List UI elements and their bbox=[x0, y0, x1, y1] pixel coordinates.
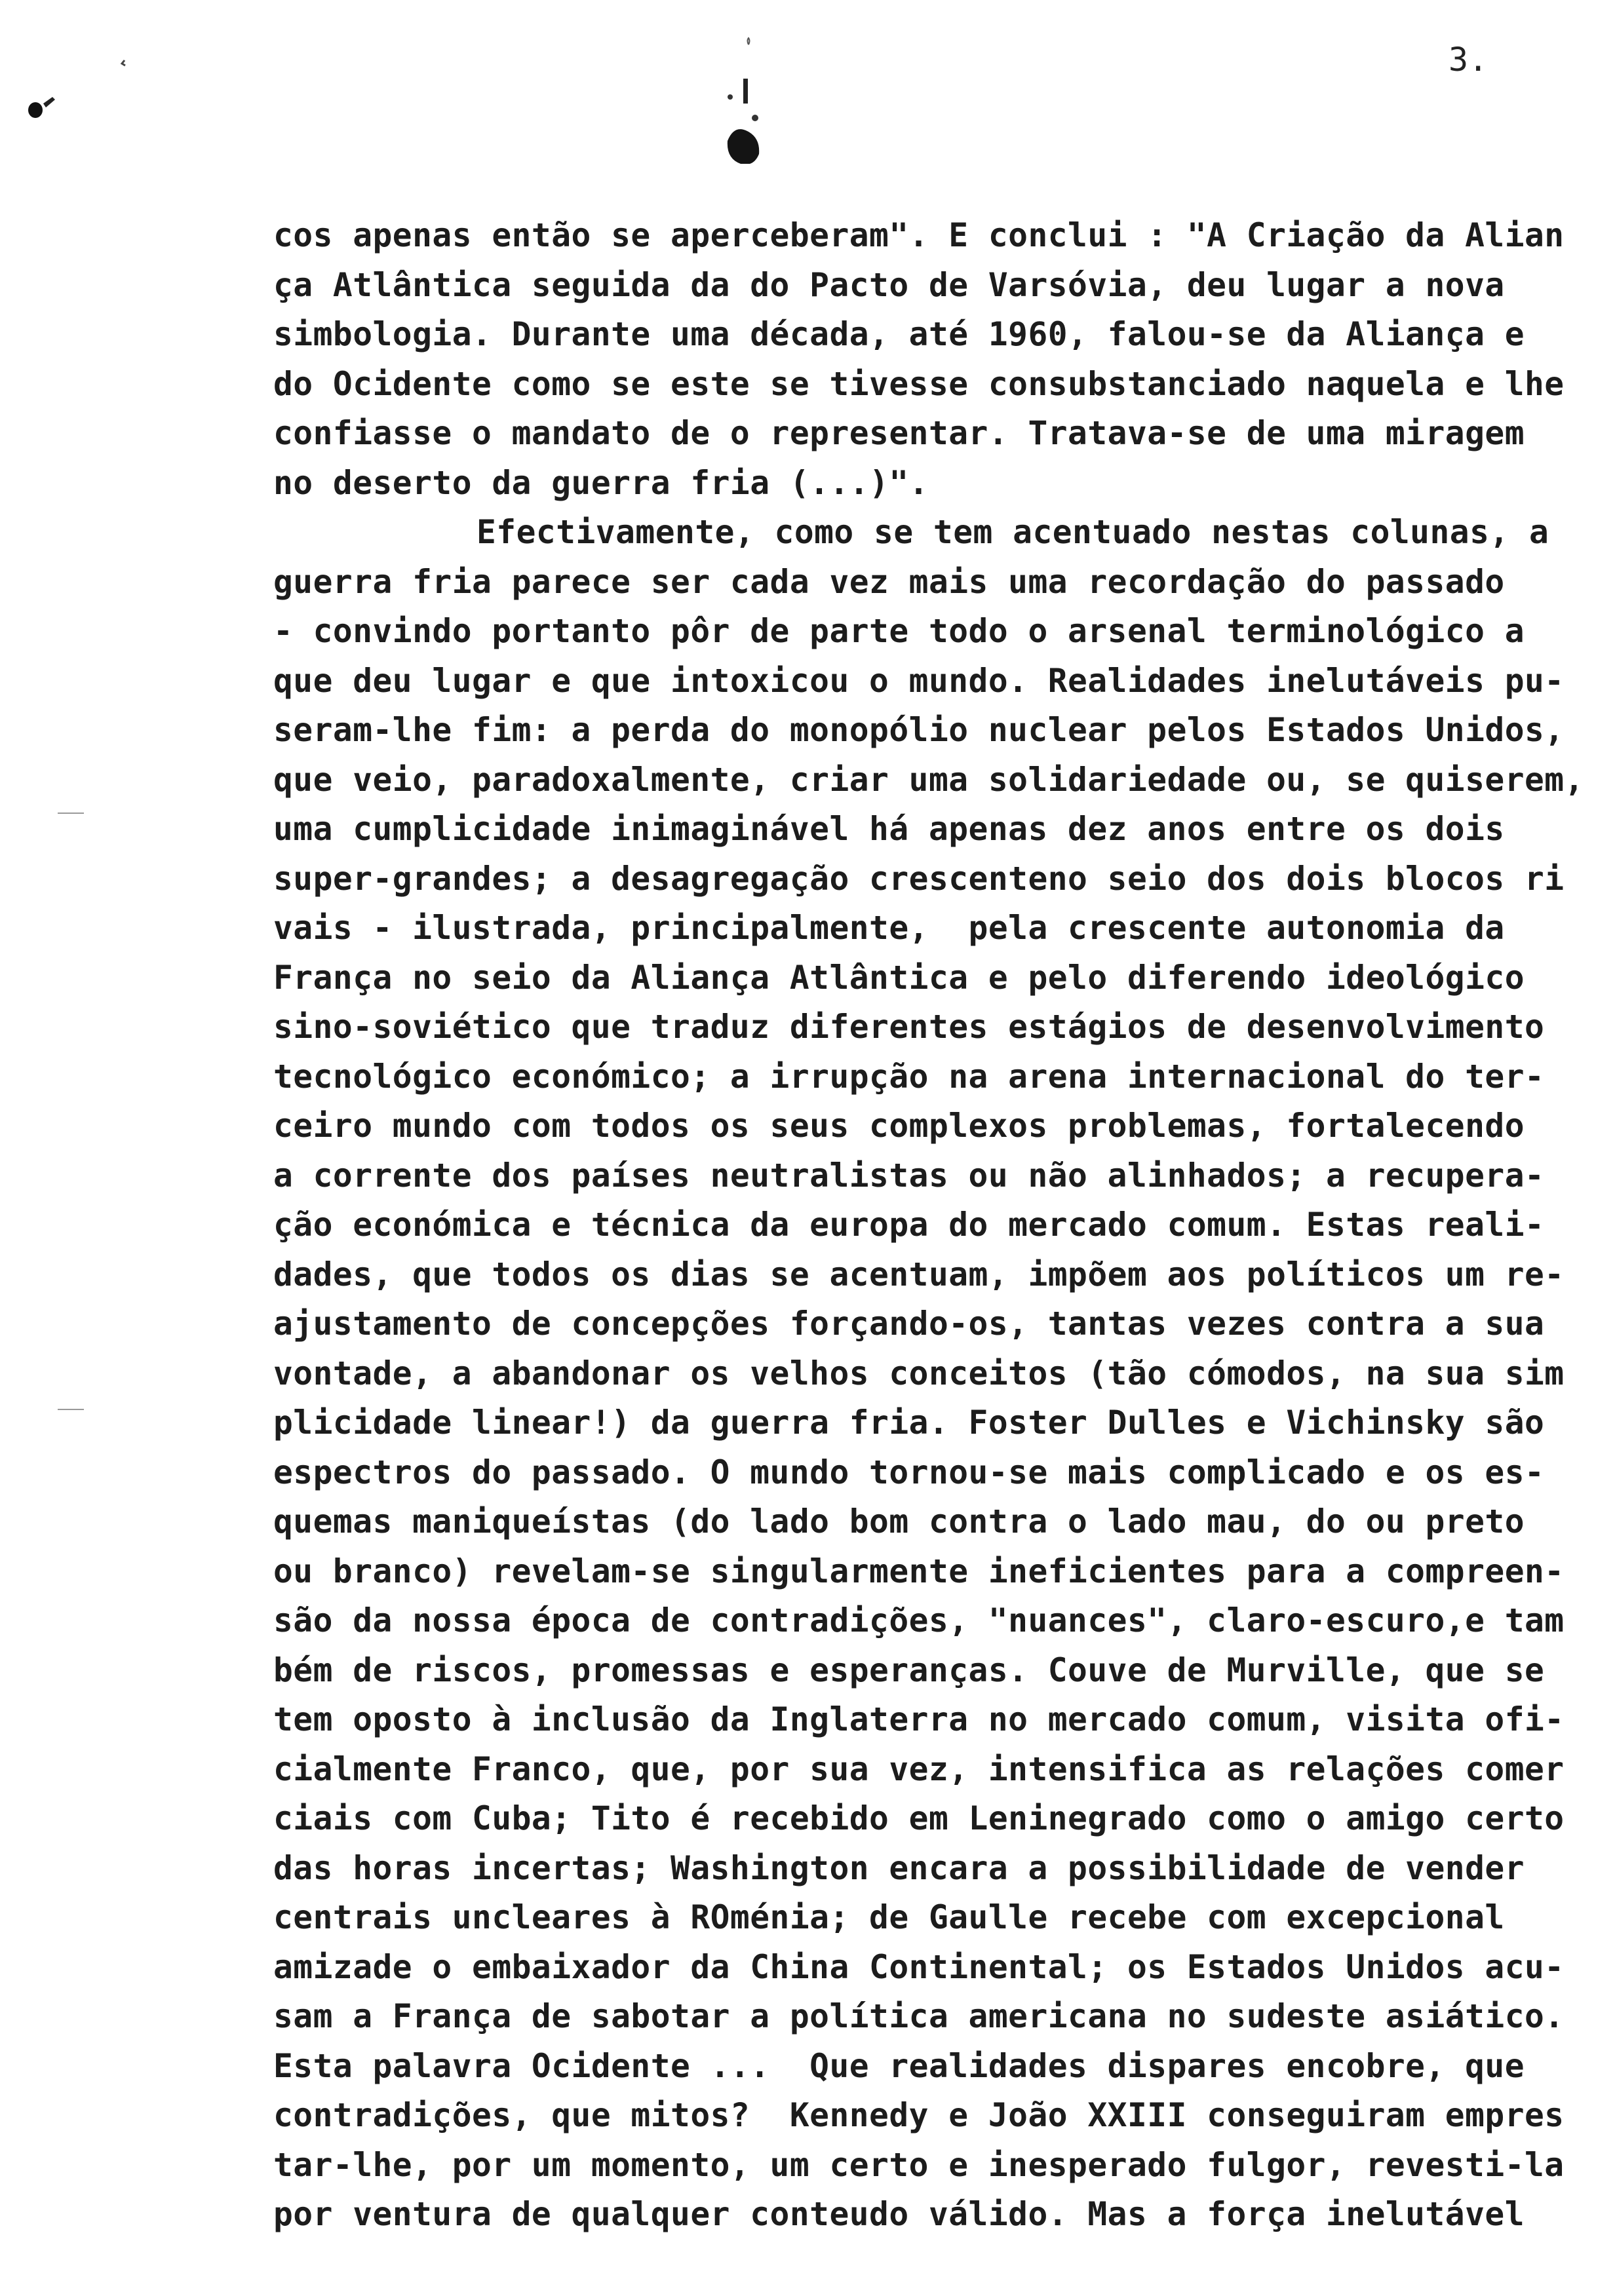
text-line: sino-soviético que traduz diferentes estágios de desenvolvimento bbox=[273, 1008, 1545, 1046]
text-line: ceiro mundo com todos os seus complexos problemas, fortalecendo bbox=[273, 1107, 1525, 1145]
text-line: do Ocidente como se este se tivesse consubstanciado naquela e lhe bbox=[273, 364, 1565, 403]
text-line: Esta palavra Ocidente ... Que realidades dispares encobre, que bbox=[273, 2046, 1525, 2085]
text-line: no deserto da guerra fria (...)". bbox=[273, 463, 929, 502]
text-line: super-grandes; a desagregação crescenteno seio dos dois blocos ri bbox=[273, 859, 1565, 898]
text-line: dades, que todos os dias se acentuam, impõem aos políticos um re- bbox=[273, 1255, 1565, 1293]
text-line: são da nossa época de contradições, "nuances", claro-escuro,e tam bbox=[273, 1601, 1565, 1639]
text-line: plicidade linear!) da guerra fria. Foster Dulles e Vichinsky são bbox=[273, 1404, 1545, 1442]
text-line: uma cumplicidade inimaginável há apenas dez anos entre os dois bbox=[273, 810, 1505, 848]
text-line: tecnológico económico; a irrupção na arena internacional do ter- bbox=[273, 1057, 1545, 1096]
text-line: cialmente Franco, que, por sua vez, intensifica as relações comer bbox=[273, 1750, 1565, 1788]
body-text bbox=[273, 211, 1584, 2240]
text-line: Efectivamente, como se tem acentuado nestas colunas, a bbox=[477, 513, 1549, 551]
text-line: contradições, que mitos? Kennedy e João XXIII conseguiram empres bbox=[273, 2096, 1565, 2134]
text-line: espectros do passado. O mundo tornou-se mais complicado e os es- bbox=[273, 1453, 1545, 1491]
text-line: a corrente dos países neutralistas ou não alinhados; a recupera- bbox=[273, 1156, 1545, 1195]
text-line: vontade, a abandonar os velhos conceitos (tão cómodos, na sua sim bbox=[273, 1354, 1565, 1392]
text-line: simbologia. Durante uma década, até 1960, falou-se da Aliança e bbox=[273, 315, 1525, 353]
text-line: das horas incertas; Washington encara a possibilidade de vender bbox=[273, 1848, 1525, 1887]
text-line: que veio, paradoxalmente, criar uma solidariedade ou, se quiserem, bbox=[273, 760, 1584, 799]
ink-blot-mark bbox=[721, 20, 773, 164]
margin-tick bbox=[58, 1409, 84, 1410]
text-line: quemas maniqueístas (do lado bom contra o lado mau, do ou preto bbox=[273, 1502, 1525, 1540]
text-line: confiasse o mandato de o representar. Tratava-se de uma miragem bbox=[273, 414, 1525, 452]
text-line: ciais com Cuba; Tito é recebido em Leninegrado como o amigo certo bbox=[273, 1799, 1565, 1837]
text-line: por ventura de qualquer conteudo válido. Mas a força inelutável bbox=[273, 2195, 1525, 2233]
ink-speck-mark bbox=[13, 46, 144, 124]
page-number: 3. bbox=[1449, 41, 1489, 79]
text-line: cos apenas então se aperceberam". E conclui : "A Criação da Alian bbox=[273, 216, 1565, 254]
text-line: ça Atlântica seguida da do Pacto de Varsóvia, deu lugar a nova bbox=[273, 265, 1505, 304]
text-line: ajustamento de concepções forçando-os, tantas vezes contra a sua bbox=[273, 1305, 1545, 1343]
text-line: França no seio da Aliança Atlântica e pelo diferendo ideológico bbox=[273, 958, 1525, 997]
text-line: sam a França de sabotar a política americana no sudeste asiático. bbox=[273, 1997, 1565, 2035]
text-line: guerra fria parece ser cada vez mais uma recordação do passado bbox=[273, 562, 1505, 601]
text-line: seram-lhe fim: a perda do monopólio nuclear pelos Estados Unidos, bbox=[273, 711, 1565, 749]
text-line: ção económica e técnica da europa do mercado comum. Estas reali- bbox=[273, 1206, 1545, 1244]
text-line: vais - ilustrada, principalmente, pela crescente autonomia da bbox=[273, 909, 1505, 947]
text-line: - convindo portanto pôr de parte todo o arsenal terminológico a bbox=[273, 612, 1525, 650]
text-line: tem oposto à inclusão da Inglaterra no mercado comum, visita ofi- bbox=[273, 1700, 1565, 1738]
text-line: bém de riscos, promessas e esperanças. Couve de Murville, que se bbox=[273, 1651, 1545, 1689]
text-line: tar-lhe, por um momento, um certo e inesperado fulgor, revesti-la bbox=[273, 2145, 1565, 2184]
text-line: que deu lugar e que intoxicou o mundo. Realidades inelutáveis pu- bbox=[273, 661, 1565, 700]
text-line: centrais uncleares à ROménia; de Gaulle recebe com excepcional bbox=[273, 1898, 1505, 1936]
text-line: amizade o embaixador da China Continental; os Estados Unidos acu- bbox=[273, 1947, 1565, 1986]
text-line: ou branco) revelam-se singularmente ineficientes para a compreen- bbox=[273, 1552, 1565, 1590]
margin-tick bbox=[58, 813, 84, 814]
